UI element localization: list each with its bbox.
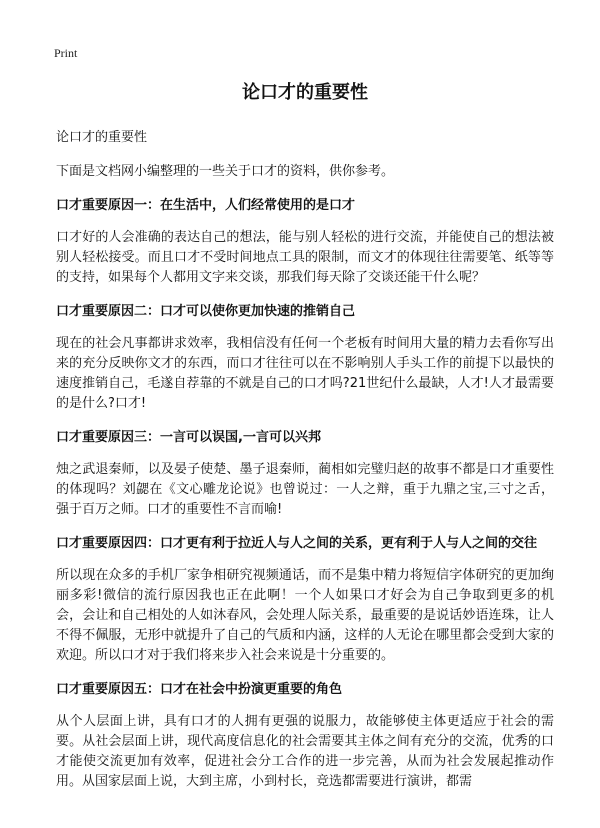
section-body-2: 现在的社会凡事都讲求效率，我相信没有任何一个老板有时间用大量的精力去看你写出来的充分反映你文才的东西，而口才往往可以在不影响别人手头工作的前提下以最快的速度推销自己，毛遂自荐靠的不就是自己的口才吗?21世纪什么最缺，人才!人才最需要的是什么?口才! bbox=[56, 336, 554, 411]
section-body-5: 从个人层面上讲，具有口才的人拥有更强的说服力，故能够使主体更适应于社会的需要。从社会层面上讲，现代高度信息化的社会需要其主体之间有充分的交流，优秀的口才能使交流更加有效率，促进社会分工合作的进一步完善，从而为社会发展起推动作用。从国家层面上说，大到主席，小到村长，竞选都需要进行演讲，都需 bbox=[56, 714, 554, 789]
document-subtitle: 论口才的重要性 bbox=[56, 130, 148, 145]
section-heading-2: 口才重要原因二：口才可以使你更加快速的推销自己 bbox=[56, 304, 356, 319]
section-heading-4: 口才重要原因四：口才更有利于拉近人与人之间的关系，更有利于人与人之间的交往 bbox=[56, 536, 538, 551]
section-body-4: 所以现在众多的手机厂家争相研究视频通话，而不是集中精力将短信字体研究的更加绚丽多彩!微信的流行原因我也正在此啊！一个人如果口才好会为自己争取到更多的机会，会让和自己相处的人如沐春风，会处理人际关系，最重要的是说话妙语连珠，让人不得不佩服，无形中就提升了自己的气质和内涵，这样的人无论在哪里都会受到大家的欢迎。所以口才对于我们将来步入社会来说是十分重要的。 bbox=[56, 568, 554, 663]
intro-paragraph: 下面是文档网小编整理的一些关于口才的资料，供你参考。 bbox=[56, 164, 395, 179]
print-link[interactable]: Print bbox=[54, 46, 78, 60]
document-title: 论口才的重要性 bbox=[242, 82, 368, 103]
section-body-1: 口才好的人会准确的表达自己的想法，能与别人轻松的进行交流，并能使自己的想法被别人轻松接受。而且口才不受时间地点工具的限制，而文才的体现往往需要笔、纸等等的支持，如果每个人都用文字来交谈，那我们每天除了交谈还能干什么呢？ bbox=[56, 230, 554, 285]
section-heading-3: 口才重要原因三：一言可以误国,一言可以兴邦 bbox=[56, 430, 321, 445]
section-heading-5: 口才重要原因五：口才在社会中扮演更重要的角色 bbox=[56, 682, 343, 697]
section-heading-1: 口才重要原因一：在生活中，人们经常使用的是口才 bbox=[56, 198, 356, 213]
section-body-3: 烛之武退秦师，以及晏子使楚、墨子退秦师，蔺相如完璧归赵的故事不都是口才重要性的体现吗？刘勰在《文心雕龙论说》也曾说过：一人之辩，重于九鼎之宝,三寸之舌，强于百万之师。口才的重要性不言而喻! bbox=[56, 462, 554, 517]
